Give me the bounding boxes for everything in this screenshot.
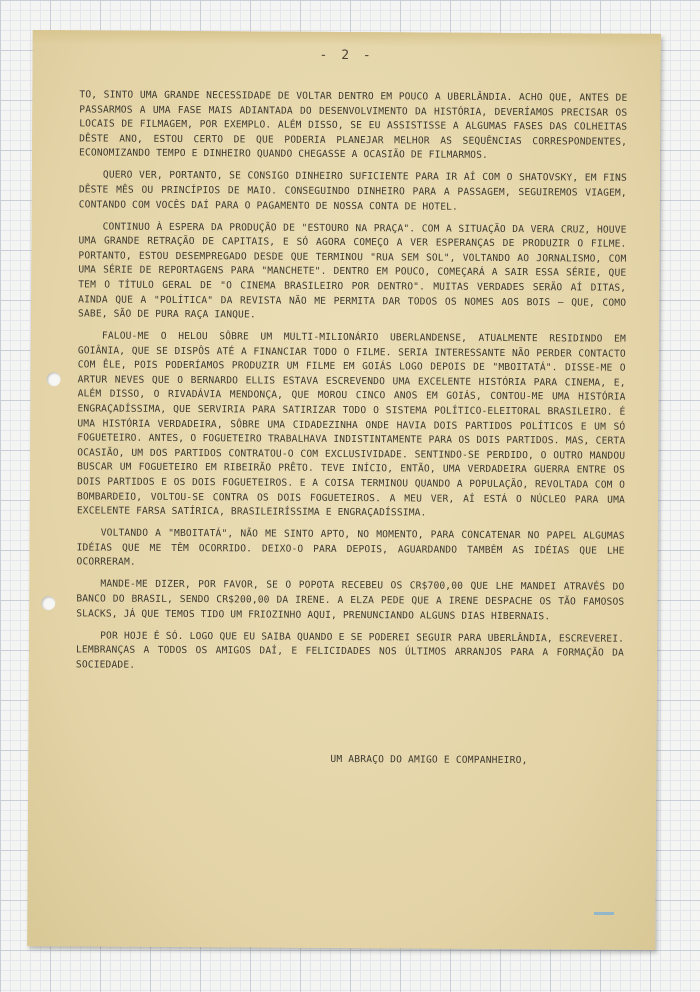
- paragraph: MANDE-ME DIZER, POR FAVOR, SE O POPOTA RECEBEU OS CR$700,00 QUE LHE MANDEI ATRAVÉS DO BANCO DO BRASIL, SENDO CR$200,00 DA IRENE. A ELZA PEDE QUE A IRENE DESPACHE OS TÃO FAMOSOS SLACKS, JÁ QUE TEMOS TIDO UM FRIOZINHO AQUI, PRENUNCIANDO ALGUNS DIAS HIBERNAIS.: [76, 578, 625, 622]
- punch-hole: [47, 372, 61, 386]
- paragraph: TO, SINTO UMA GRANDE NECESSIDADE DE VOLTAR DENTRO EM POUCO A UBERLÂNDIA. ACHO QUE, ANTES DE PASSARMOS A UMA FASE MAIS ADIANTADA DO DESENVOLVIMENTO DA HISTÓRIA, DEVERÍAMOS PRECISAR OS LOCAIS DE FILMAGEM, POR EXEMPLO. ALÉM DISSO, SE EU ASSISTISSE A ALGUMAS FASES DAS COLHEITAS DÊSTE ANO, ESTOU CERTO DE QUE PODERIA PLANEJAR MELHOR AS SEQUÊNCIAS CORRESPONDENTES, ECONOMIZANDO TEMPO E DINHEIRO QUANDO CHEGASSE A OCASIÃO DE FILMARMOS.: [79, 89, 628, 162]
- paragraph: POR HOJE É SÓ. LOGO QUE EU SAIBA QUANDO E SE PODEREI SEGUIR PARA UBERLÂNDIA, ESCREVEREI. LEMBRANÇAS A TODOS OS AMIGOS DAÍ, E FELICIDADES NOS ÚLTIMOS ARRANJOS PARA A FORMAÇÃO DA SOCIEDADE.: [75, 630, 625, 671]
- paragraph: VOLTANDO A "MBOITATÁ", NÃO ME SINTO APTO, NO MOMENTO, PARA CONCATENAR NO PAPEL ALGUMAS IDÉIAS QUE ME TÊM OCORRIDO. DEIXO-O PARA DEPOIS, AGUARDANDO TAMBÉM AS IDÉIAS QUE LHE OCORRERAM.: [76, 527, 625, 569]
- page-number: - 2 -: [319, 47, 374, 64]
- punch-hole: [41, 596, 55, 610]
- letter-body: [76, 88, 628, 683]
- paragraph: QUERO VER, PORTANTO, SE CONSIGO DINHEIRO SUFICIENTE PARA IR AÍ COM O SHATOVSKY, EM FINS DÊSTE MÊS OU PRINCÍPIOS DE MAIO. CONSEGUINDO DINHEIRO PARA A PASSAGEM, SEGUIREMOS VIAGEM, CONTANDO COM VOCÊS DAÍ PARA O PAGAMENTO DE NOSSA CONTA DE HOTEL.: [78, 169, 627, 213]
- closing-salutation: UM ABRAÇO DO AMIGO E COMPANHEIRO,: [330, 753, 528, 767]
- paragraph: CONTINUO À ESPERA DA PRODUÇÃO DE "ESTOURO NA PRAÇA". COM A SITUAÇÃO DA VERA CRUZ, HOUVE UMA GRANDE RETRAÇÃO DE CAPITAIS, E SÓ AGORA COMEÇO A VER ESPERANÇAS DE PRODUZIR O FILME. PORTANTO, ESTOU DESEMPREGADO DESDE QUE TERMINOU "RUA SEM SOL", VOLTANDO AO JORNALISMO, COM UMA SÉRIE DE REPORTAGENS PARA "MANCHETE". DENTRO EM POUCO, COMEÇARÁ A SAIR ESSA SÉRIE, QUE TEM O TÍTULO GERAL DE "O CINEMA BRASILEIRO POR DENTRO". MUITAS VERDADES SERÃO AÍ DITAS, AINDA QUE A "POLÍTICA" DA REVISTA NÃO ME PERMITA DAR TODOS OS NOMES AOS BOIS — QUE, COMO SABE, SÃO DE PURA RAÇA IANQUE.: [78, 221, 627, 321]
- paragraph: FALOU-ME O HELOU SÔBRE UM MULTI-MILIONÁRIO UBERLANDENSE, ATUALMENTE RESIDINDO EM GOIÂNIA, QUE SE DISPÔS ATÉ A FINANCIAR TODO O FILME. SERIA INTERESSANTE NÃO PERDER CONTACTO COM ÊLE, POIS PODERÍAMOS PRODUZIR UM FILME EM GOIÁS LOGO DEPOIS DE "MBOITATÁ". DISSE-ME O ARTUR NEVES QUE O BERNARDO ELLIS ESTAVA ESCREVENDO UMA EXCELENTE HISTÓRIA PARA CINEMA, E, ALÉM DISSO, O RIVADÁVIA MENDONÇA, QUE MOROU CINCO ANOS EM GOIÁS, CONTOU-ME UMA HISTÓRIA ENGRAÇADÍSSIMA, QUE SERVIRIA PARA SATIRIZAR TODO O SISTEMA POLÍTICO-ELEITORAL BRASILEIRO. É UMA HISTÓRIA VERDADEIRA, SÔBRE UMA CIDADEZINHA ONDE HAVIA DOIS PARTIDOS POLÍTICOS E UM SÓ FOGUETEIRO. ANTES, O FOGUETEIRO TRABALHAVA INDISTINTAMENTE PARA OS DOIS PARTIDOS. MAS, CERTA OCASIÃO, UM DOS PARTIDOS CONTRATOU-O COM EXCLUSIVIDADE. SENTINDO-SE PERDIDO, O OUTRO MANDOU BUSCAR UM FOGUETEIRO EM RIBEIRÃO PRÊTO. TEVE INÍCIO, ENTÃO, UMA VERDADEIRA GUERRA ENTRE OS DOIS PARTIDOS E OS DOIS FOGUETEIROS. E A COISA TERMINOU QUANDO A POPULAÇÃO, REVOLTADA COM O BOMBARDEIO, VOLTOU-SE CONTRA OS DOIS FOGUETEIROS. A MEU VER, AÍ ESTÁ O NÚCLEO PARA UMA EXCELENTE FARSA SATÍRICA, BRASILEIRÍSSIMA E ENGRAÇADÍSSIMA.: [76, 330, 626, 519]
- blue-ink-mark: [594, 912, 614, 915]
- typewritten-letter-page: [27, 30, 661, 950]
